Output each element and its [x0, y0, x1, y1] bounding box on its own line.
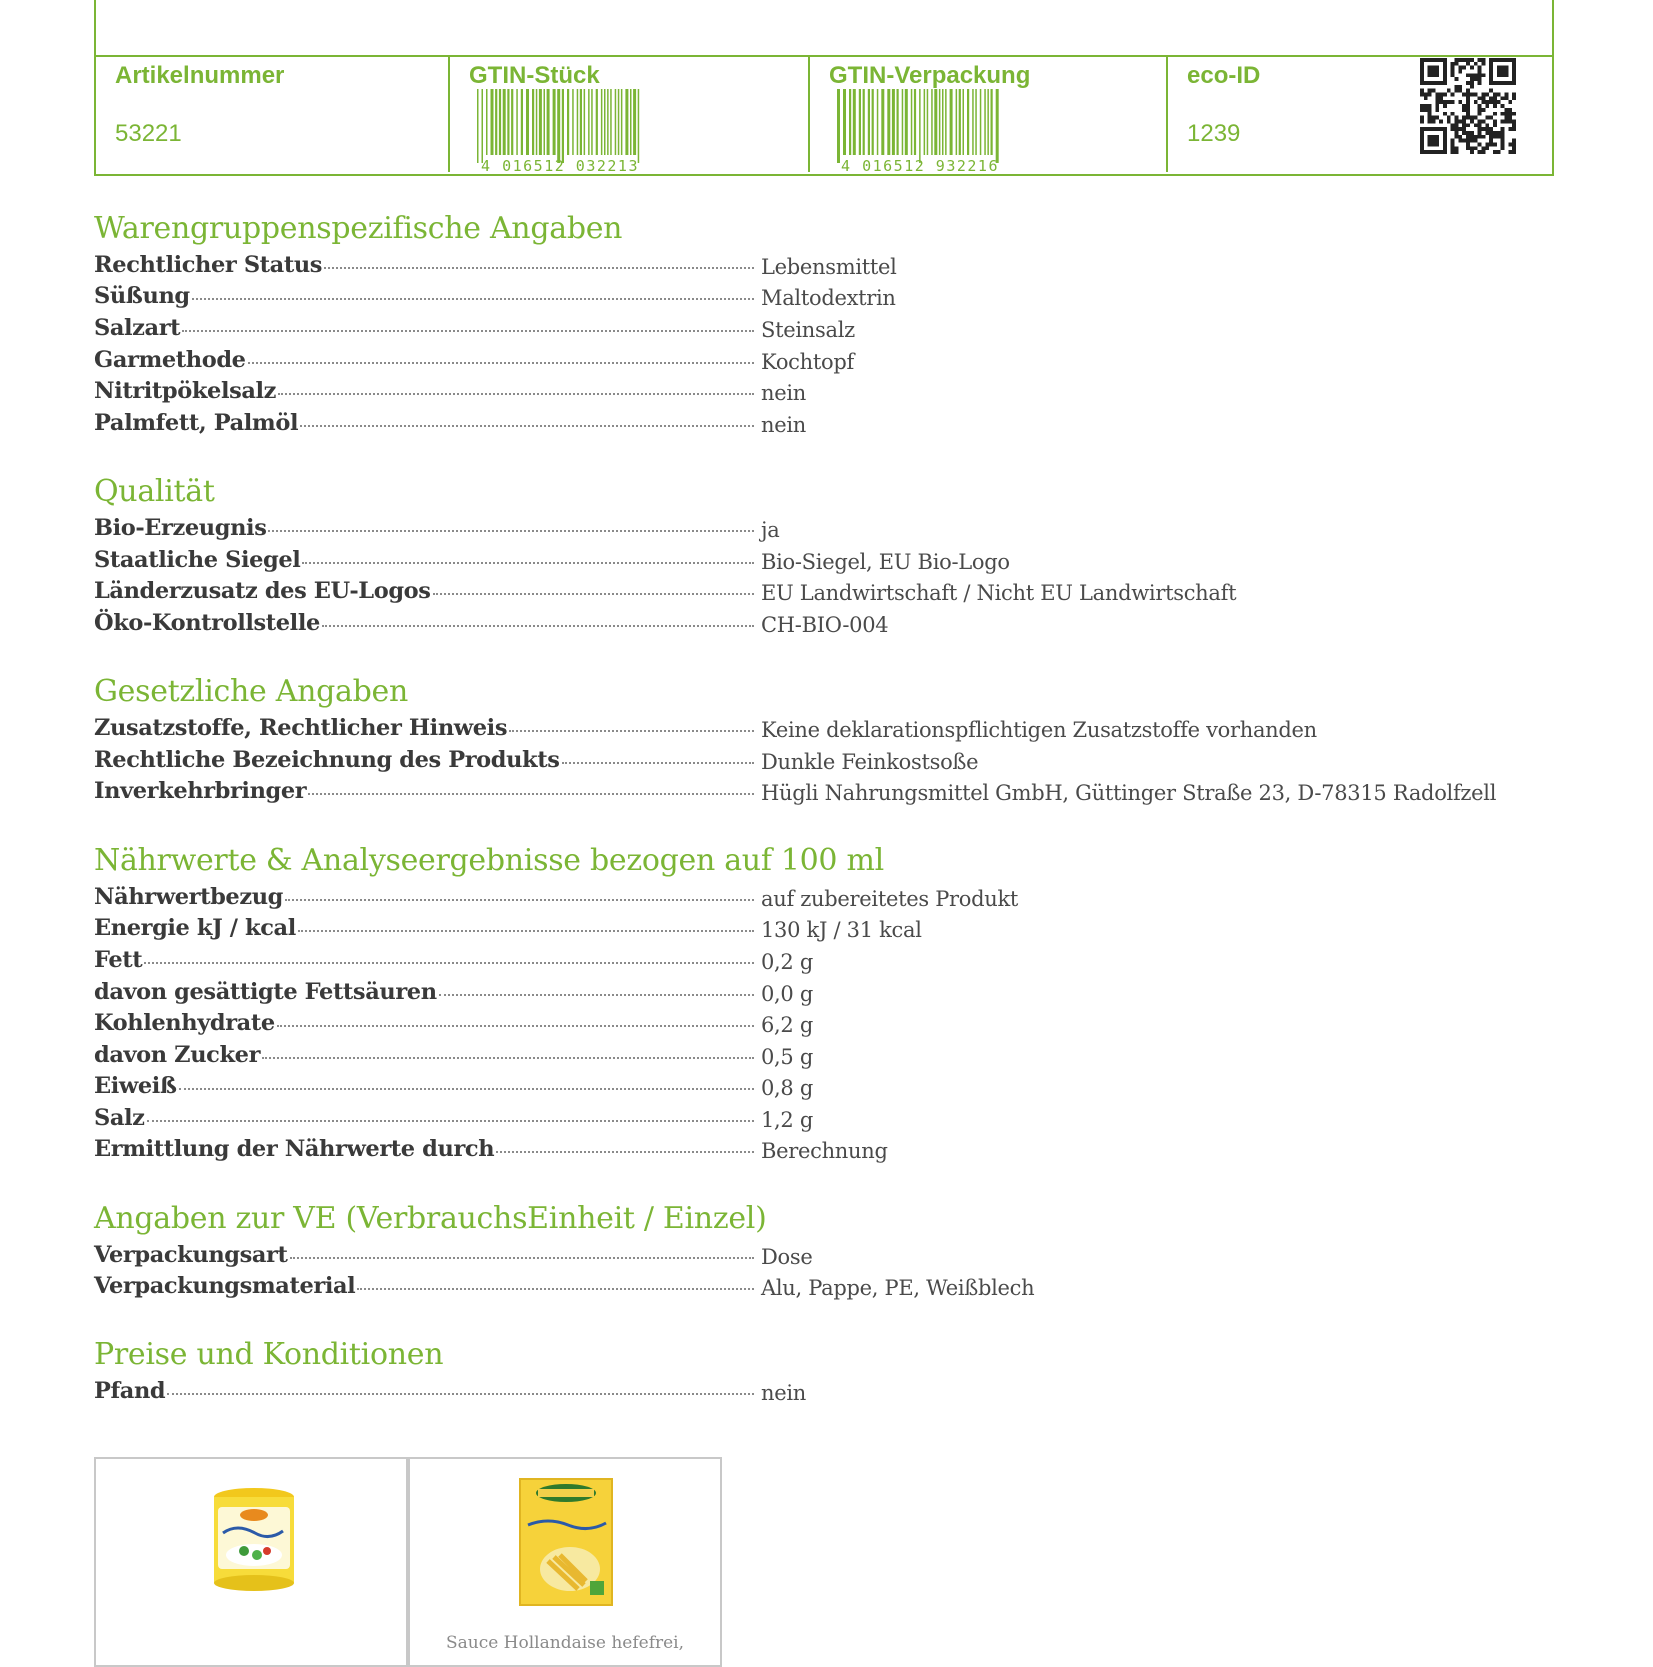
product-image-packet — [518, 1477, 614, 1607]
barcode-bar — [557, 89, 560, 163]
artikelnummer-cell — [96, 57, 448, 174]
barcode-bar — [853, 89, 856, 155]
barcode-bar — [927, 89, 929, 155]
spec-value: 0,0 g — [761, 982, 814, 1006]
section-title: Angaben zur VE (VerbrauchsEinheit / Einzel) — [94, 1201, 767, 1236]
gtin-stueck-digits: 4 016512 032213 — [481, 157, 639, 173]
barcode-bar — [584, 89, 586, 155]
barcode-bar — [507, 89, 509, 155]
gtin-stueck-barcode — [469, 89, 651, 173]
barcode-bar — [980, 89, 982, 155]
barcode-bar — [499, 89, 501, 155]
spec-label: Rechtlicher Status — [94, 252, 754, 278]
gtin-verpackung-cell — [810, 57, 1166, 174]
barcode-bar — [892, 89, 895, 155]
barcode-bar — [984, 89, 986, 155]
gtin-stueck-cell — [450, 57, 808, 174]
product-card[interactable] — [408, 1457, 722, 1667]
spec-label: Verpackungsmaterial — [94, 1273, 754, 1299]
spec-value: Steinsalz — [761, 318, 855, 342]
spec-row — [94, 1378, 1554, 1408]
section-title: Gesetzliche Angaben — [94, 674, 408, 709]
spec-label: davon Zucker — [94, 1042, 754, 1068]
barcode-bar — [991, 89, 993, 155]
spec-row — [94, 378, 1554, 408]
spec-label: Zusatzstoffe, Rechtlicher Hinweis — [94, 715, 754, 741]
spec-label: Rechtliche Bezeichnung des Produkts — [94, 747, 754, 773]
spec-value: 0,8 g — [761, 1076, 814, 1100]
barcode-bar — [902, 89, 904, 155]
barcode-bar — [919, 89, 921, 163]
spec-row — [94, 578, 1554, 608]
barcode-bar — [495, 89, 497, 155]
barcode-bar — [539, 89, 542, 155]
barcode-bar — [596, 89, 598, 155]
product-id-box — [94, 0, 1554, 176]
spec-row — [94, 1105, 1554, 1135]
barcode-bar — [618, 89, 620, 155]
barcode-bar — [532, 89, 534, 155]
barcode-bar — [959, 89, 961, 155]
spec-row — [94, 1073, 1554, 1103]
spec-value: CH-BIO-004 — [761, 613, 889, 637]
spec-label: davon gesättigte Fettsäuren — [94, 979, 754, 1005]
spec-value: Alu, Pappe, PE, Weißblech — [761, 1276, 1035, 1300]
spec-label: Energie kJ / kcal — [94, 915, 754, 941]
spec-row — [94, 884, 1554, 914]
barcode-bar — [625, 89, 628, 155]
barcode-bar — [607, 89, 609, 155]
barcode-bar — [482, 89, 484, 163]
barcode-bar — [615, 89, 617, 155]
barcode-bar — [914, 89, 916, 155]
barcode-bar — [950, 89, 953, 155]
barcode-bar — [588, 89, 590, 155]
gtin-stueck-label: GTIN-Stück — [469, 62, 600, 89]
barcode-bar — [610, 89, 612, 155]
spec-value: 0,2 g — [761, 950, 814, 974]
barcode-bar — [491, 89, 494, 155]
barcode-bar — [630, 89, 632, 155]
barcode-bar — [887, 89, 890, 155]
barcode-bar — [897, 89, 899, 155]
spec-label: Inverkehrbringer — [94, 778, 754, 804]
spec-row — [94, 747, 1554, 777]
barcode-bar — [945, 89, 947, 155]
spec-row — [94, 778, 1554, 808]
eco-id-value: 1239 — [1187, 120, 1241, 147]
spec-row — [94, 915, 1554, 945]
spec-row — [94, 1042, 1554, 1072]
barcode-bar — [516, 89, 518, 155]
product-image-can — [209, 1485, 299, 1595]
barcode-bar — [972, 89, 974, 155]
barcode-bar — [511, 89, 513, 155]
barcode-bar — [577, 89, 579, 155]
spec-label: Salzart — [94, 315, 754, 341]
spec-value: ja — [761, 518, 780, 542]
spec-label: Fett — [94, 947, 754, 973]
barcode-bar — [863, 89, 865, 155]
barcode-bar — [544, 89, 546, 155]
spec-value: Kochtopf — [761, 350, 854, 374]
section-title: Qualität — [94, 474, 215, 509]
barcode-bar — [553, 89, 556, 155]
barcode-bar — [503, 89, 506, 155]
gtin-verpackung-digits: 4 016512 932216 — [841, 157, 999, 173]
spec-value: nein — [761, 1381, 806, 1405]
spec-value: Bio-Siegel, EU Bio-Logo — [761, 550, 1010, 574]
barcode-bar — [996, 89, 999, 163]
barcode-bar — [975, 89, 977, 155]
spec-value: Keine deklarationspflichtigen Zusatzstoffe vorhanden — [761, 718, 1317, 742]
section-title: Warengruppenspezifische Angaben — [94, 211, 623, 246]
spec-label: Palmfett, Palmöl — [94, 410, 754, 436]
barcode-bar — [621, 89, 623, 155]
barcode-bar — [837, 89, 840, 163]
spec-row — [94, 715, 1554, 745]
gtin-verpackung-barcode — [829, 89, 1011, 173]
spec-label: Öko-Kontrollstelle — [94, 610, 754, 636]
spec-row — [94, 410, 1554, 440]
barcode-bar — [987, 89, 989, 155]
barcode-bar — [934, 89, 937, 155]
spec-value: Hügli Nahrungsmittel GmbH, Güttinger Straße 23, D-78315 Radolfzell — [761, 781, 1497, 805]
spec-value: 6,2 g — [761, 1013, 814, 1037]
spec-row — [94, 610, 1554, 640]
spec-label: Süßung — [94, 283, 754, 309]
section-title: Preise und Konditionen — [94, 1337, 444, 1372]
barcode-bar — [591, 89, 593, 155]
barcode-bar — [924, 89, 926, 155]
spec-label: Nitritpökelsalz — [94, 378, 754, 404]
barcode-bar — [477, 89, 479, 163]
artikelnummer-label: Artikelnummer — [115, 62, 285, 89]
spec-value: nein — [761, 413, 806, 437]
barcode-bar — [877, 89, 879, 155]
barcode-bar — [905, 89, 908, 155]
qr-code — [1420, 58, 1516, 154]
barcode-bar — [526, 89, 529, 155]
spec-value: Dunkle Feinkostsoße — [761, 750, 979, 774]
barcode-bar — [939, 89, 941, 155]
spec-value: Maltodextrin — [761, 286, 896, 310]
barcode-bar — [633, 89, 636, 155]
barcode-bar — [486, 89, 488, 155]
barcode-bar — [580, 89, 582, 155]
spec-row — [94, 1010, 1554, 1040]
spec-label: Nährwertbezug — [94, 884, 754, 910]
spec-label: Bio-Erzeugnis — [94, 515, 754, 541]
barcode-bar — [859, 89, 861, 155]
spec-row — [94, 547, 1554, 577]
spec-value: EU Landwirtschaft / Nicht EU Landwirtschaft — [761, 581, 1237, 605]
barcode-bar — [601, 89, 603, 155]
eco-id-label: eco-ID — [1187, 62, 1261, 89]
spec-value: 1,2 g — [761, 1108, 814, 1132]
artikelnummer-value: 53221 — [115, 120, 182, 147]
barcode-bar — [963, 89, 965, 155]
spec-value: Lebensmittel — [761, 255, 897, 279]
gtin-verpackung-label: GTIN-Verpackung — [829, 62, 1031, 89]
barcode-bar — [868, 89, 870, 155]
spec-row — [94, 515, 1554, 545]
spec-row — [94, 947, 1554, 977]
barcode-bar — [604, 89, 606, 155]
spec-label: Verpackungsart — [94, 1242, 754, 1268]
spec-value: Dose — [761, 1245, 813, 1269]
spec-row — [94, 1273, 1554, 1303]
spec-label: Pfand — [94, 1378, 754, 1404]
spec-label: Kohlenhydrate — [94, 1010, 754, 1036]
spec-row — [94, 315, 1554, 345]
barcode-bar — [881, 89, 884, 155]
spec-label: Garmethode — [94, 347, 754, 373]
spec-value: 130 kJ / 31 kcal — [761, 918, 922, 942]
spec-label: Länderzusatz des EU-Logos — [94, 578, 754, 604]
barcode-bar — [562, 89, 564, 163]
barcode-bar — [547, 89, 550, 155]
spec-row — [94, 347, 1554, 377]
barcode-bar — [567, 89, 569, 155]
spec-label: Staatliche Siegel — [94, 547, 754, 573]
barcode-bar — [849, 89, 851, 155]
barcode-bar — [956, 89, 958, 155]
spec-row — [94, 979, 1554, 1009]
product-card[interactable] — [94, 1457, 408, 1667]
barcode-bar — [536, 89, 538, 155]
spec-row — [94, 1136, 1554, 1166]
spec-row — [94, 1242, 1554, 1272]
spec-value: nein — [761, 381, 806, 405]
spec-label: Salz — [94, 1105, 754, 1131]
barcode-bar — [911, 89, 913, 155]
barcode-bar — [843, 89, 846, 155]
barcode-bar — [638, 89, 640, 163]
section-title: Nährwerte & Analyseergebnisse bezogen auf 100 ml — [94, 843, 884, 878]
spec-row — [94, 252, 1554, 282]
spec-value: 0,5 g — [761, 1045, 814, 1069]
barcode-bar — [521, 89, 523, 155]
spec-label: Eiweiß — [94, 1073, 754, 1099]
barcode-bar — [572, 89, 574, 155]
spec-row — [94, 283, 1554, 313]
spec-value: auf zubereitetes Produkt — [761, 887, 1019, 911]
barcode-bar — [931, 89, 933, 155]
barcode-bar — [942, 89, 944, 155]
spec-value: Berechnung — [761, 1139, 888, 1163]
barcode-bar — [967, 89, 969, 155]
barcode-bar — [872, 89, 874, 155]
spec-label: Ermittlung der Nährwerte durch — [94, 1136, 754, 1162]
product-caption: Sauce Hollandaise hefefrei, — [445, 1633, 685, 1653]
